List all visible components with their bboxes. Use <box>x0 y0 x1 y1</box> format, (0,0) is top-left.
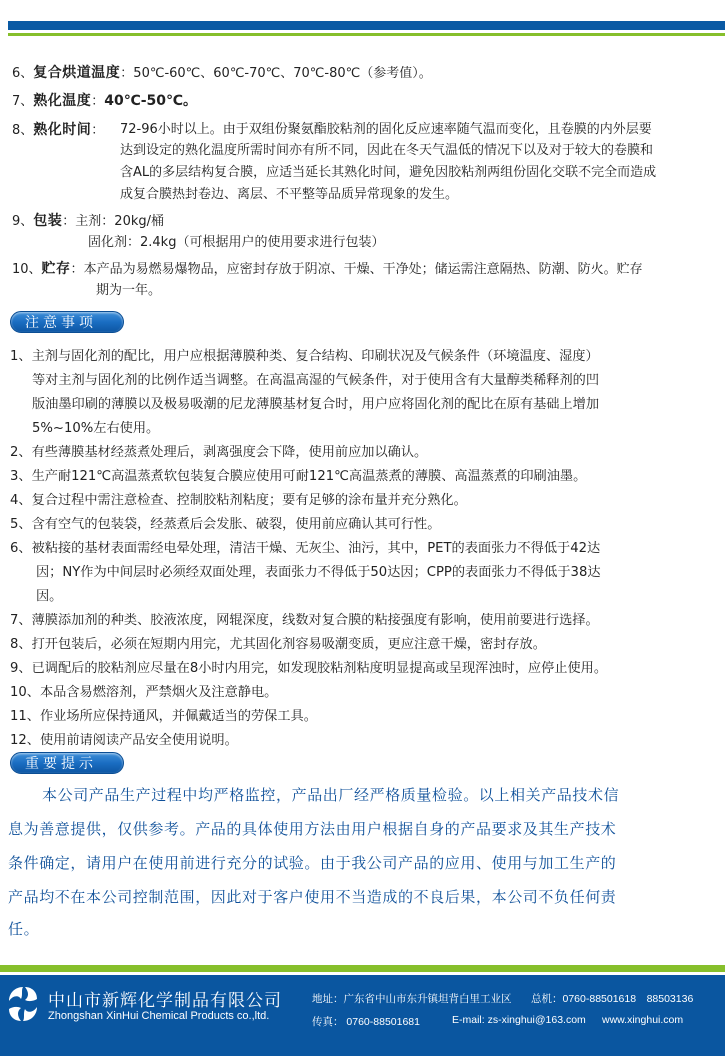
spec-value: 本产品为易燃易爆物品，应密封存放于阴凉、干燥、干净处；储运需注意隔热、防潮、防火。贮存 <box>83 262 643 277</box>
spec-item-9 <box>12 210 164 233</box>
spec-separator: ： <box>62 214 76 229</box>
fax: 传真： 0760-88501681 <box>312 1016 420 1028</box>
spec-text-line: 成复合膜热封卷边、离层、不平整等品质异常现象的发生。 <box>120 187 459 202</box>
spec-separator: ： <box>91 94 105 109</box>
spec-text-line: 固化剂：2.4kg（可根据用户的使用要求进行包装） <box>88 235 385 250</box>
spec-text-line: 72-96小时以上。由于双组份聚氨酯胶粘剂的固化反应速率随气温而变化，且卷膜的内外层要 <box>120 122 652 137</box>
spec-number: 10、 <box>12 262 42 277</box>
notice-line: 版油墨印刷的薄膜以及极易吸潮的尼龙薄膜基材复合时，用户应将固化剂的配比在原有基础上增加 <box>32 397 600 412</box>
spec-separator: ： <box>70 262 84 277</box>
notice-line: 10、本品含易燃溶剂，严禁烟火及注意静电。 <box>10 685 278 700</box>
spec-number: 8、 <box>12 123 34 138</box>
spec-value: 50℃-60℃、60℃-70℃、70℃-80℃（参考值）。 <box>133 66 432 81</box>
spec-number: 7、 <box>12 94 34 109</box>
important-line: 产品均不在本公司控制范围，因此对于客户使用不当造成的不良后果，本公司不负任何责 <box>8 888 617 906</box>
spec-number: 6、 <box>12 66 34 81</box>
spec-separator: ： <box>120 66 134 81</box>
pinwheel-logo-icon <box>7 985 39 1023</box>
notice-line: 因；NY作为中间层时必须经双面处理，表面张力不得低于50达因；CPP的表面张力不得低于38达 <box>36 565 601 580</box>
spec-label: 复合烘道温度 <box>33 65 121 81</box>
email-link[interactable]: E-mail: zs-xinghui@163.com <box>452 1014 586 1026</box>
important-section-badge: 重要提示 <box>10 752 124 774</box>
spec-item-8 <box>12 119 104 142</box>
notice-line: 因。 <box>36 589 63 604</box>
spec-label: 包装 <box>33 213 63 229</box>
notice-line: 5、含有空气的包装袋，经蒸煮后会发胀、破裂，使用前应确认其可行性。 <box>10 517 441 532</box>
website-link[interactable]: www.xinghui.com <box>602 1014 684 1026</box>
important-line: 息为善意提供，仅供参考。产品的具体使用方法由用户根据自身的产品要求及其生产技术 <box>8 820 617 838</box>
phone: 总机：0760-88501618 88503136 <box>531 993 694 1005</box>
address: 地址：广东省中山市东升镇坦背白里工业区 <box>312 993 512 1005</box>
company-name-en: Zhongshan XinHui Chemical Products co.,ltd. <box>48 1010 270 1022</box>
important-line: 本公司产品生产过程中均严格监控，产品出厂经严格质量检验。以上相关产品技术信 <box>42 786 620 804</box>
spec-item-6 <box>12 62 432 85</box>
spec-separator: ： <box>91 123 105 138</box>
spec-text-line: 期为一年。 <box>96 283 162 298</box>
spec-item-7 <box>12 90 197 113</box>
notice-line: 4、复合过程中需注意检查、控制胶粘剂粘度；要有足够的涂布量并充分熟化。 <box>10 493 467 508</box>
notice-line: 8、打开包装后，必须在短期内用完，尤其固化剂容易吸潮变质，更应注意干燥，密封存放。 <box>10 637 546 652</box>
spec-value: 主剂：20kg/桶 <box>75 214 164 229</box>
spec-label: 熟化温度 <box>33 93 92 109</box>
notice-line: 5%~10%左右使用。 <box>32 421 160 436</box>
notice-line: 2、有些薄膜基材经蒸煮处理后，剥离强度会下降，使用前应加以确认。 <box>10 445 428 460</box>
spec-number: 9、 <box>12 214 34 229</box>
notice-section-badge: 注意事项 <box>10 311 124 333</box>
spec-item-10 <box>12 258 643 281</box>
footer <box>0 975 725 1056</box>
spec-label: 熟化时间 <box>33 122 92 138</box>
notice-line: 1、主剂与固化剂的配比，用户应根据薄膜种类、复合结构、印刷状况及气候条件（环境温度、湿度） <box>10 349 599 364</box>
spec-value: 40℃-50℃。 <box>104 93 197 109</box>
spec-label: 贮存 <box>41 261 71 277</box>
notice-line: 12、使用前请阅读产品安全使用说明。 <box>10 733 238 748</box>
company-name-cn: 中山市新辉化学制品有限公司 <box>48 991 282 1011</box>
notice-line: 11、作业场所应保持通风，并佩戴适当的劳保工具。 <box>10 709 317 724</box>
notice-line: 6、被粘接的基材表面需经电晕处理，清洁干燥、无灰尘、油污，其中，PET的表面张力不得低于42达 <box>10 541 601 556</box>
footer-green-bar <box>0 965 725 972</box>
notice-line: 7、薄膜添加剂的种类、胶液浓度，网辊深度，线数对复合膜的粘接强度有影响，使用前要进行选择。 <box>10 613 599 628</box>
notice-line: 9、已调配后的胶粘剂应尽量在8小时内用完，如发现胶粘剂粘度明显提高或呈现浑浊时，应停止使用。 <box>10 661 608 676</box>
header-blue-bar <box>8 21 725 30</box>
notice-line: 3、生产耐121℃高温蒸煮软包装复合膜应使用可耐121℃高温蒸煮的薄膜、高温蒸煮的印刷油墨。 <box>10 469 587 484</box>
header-green-bar <box>8 33 725 36</box>
notice-line: 等对主剂与固化剂的比例作适当调整。在高温高湿的气候条件，对于使用含有大量醇类稀释剂的凹 <box>32 373 600 388</box>
spec-text-line: 含AL的多层结构复合膜，应适当延长其熟化时间，避免因胶粘剂两组份固化交联不完全而造成 <box>120 165 657 180</box>
important-line: 任。 <box>8 920 40 938</box>
spec-text-line: 达到设定的熟化温度所需时间亦有所不同，因此在冬天气温低的情况下以及对于较大的卷膜和 <box>120 143 654 158</box>
important-line: 条件确定，请用户在使用前进行充分的试验。由于我公司产品的应用、使用与加工生产的 <box>8 854 617 872</box>
